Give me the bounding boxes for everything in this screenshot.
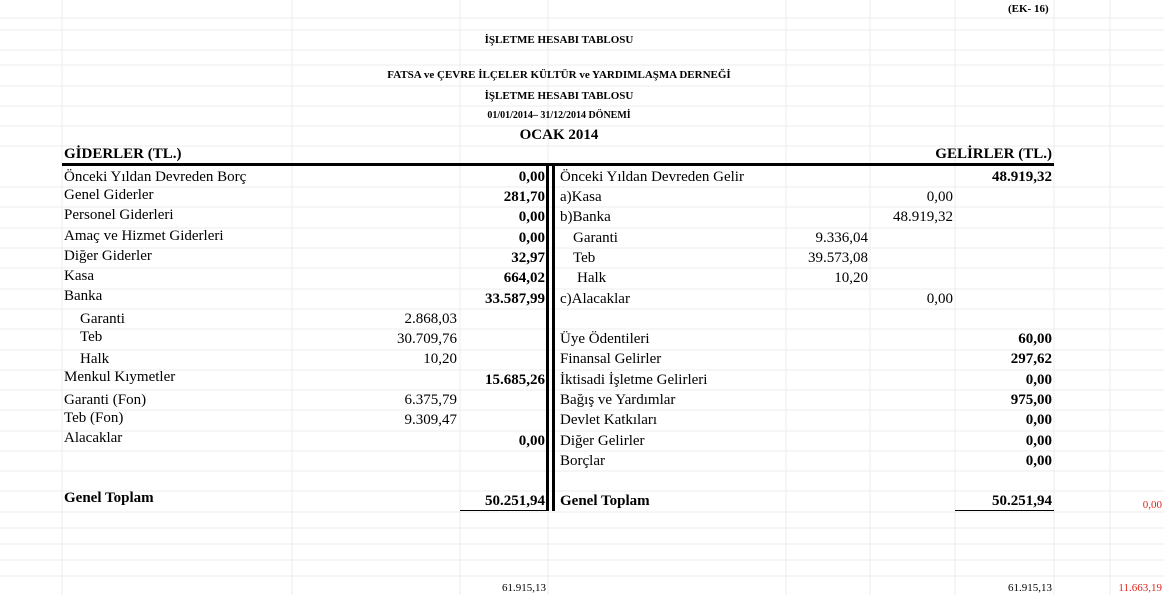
expense-total: 33.587,99 <box>485 291 545 307</box>
income-bank-amount: 10,20 <box>834 270 868 286</box>
income-label: Önceki Yıldan Devreden Gelir <box>560 169 744 185</box>
header-rule <box>62 163 1054 166</box>
income-label: Diğer Gelirler <box>560 433 645 449</box>
expense-label: Banka <box>64 288 103 304</box>
divider-right <box>552 163 555 511</box>
income-subtotal: 48.919,32 <box>893 209 953 225</box>
income-label: Borçlar <box>560 453 605 469</box>
annex-number: (EK- 16) <box>1008 3 1049 15</box>
expense-label: Garanti (Fon) <box>64 392 147 408</box>
table-title: İŞLETME HESABI TABLOSU <box>484 90 634 102</box>
income-total: 0,00 <box>1025 433 1052 449</box>
expense-subtotal: 6.375,79 <box>404 392 457 408</box>
income-total: 48.919,32 <box>992 169 1052 185</box>
income-header: GELİRLER (TL.) <box>935 146 1052 162</box>
organization-name: FATSA ve ÇEVRE İLÇELER KÜLTÜR ve YARDIMLAŞMA DERNEĞİ <box>387 69 731 81</box>
expense-subtotal: 9.309,47 <box>404 412 457 428</box>
expense-total: 664,02 <box>503 270 545 286</box>
income-label: Finansal Gelirler <box>560 351 662 367</box>
income-label: Halk <box>577 270 607 286</box>
income-footer-value: 61.915,13 <box>1008 582 1052 594</box>
expense-total: 0,00 <box>518 433 545 449</box>
month-label: OCAK 2014 <box>519 127 599 143</box>
income-total: 297,62 <box>1010 351 1052 367</box>
expense-label: Amaç ve Hizmet Giderleri <box>64 228 224 244</box>
divider-left <box>546 163 549 511</box>
income-total: 0,00 <box>1025 453 1052 469</box>
income-bank-amount: 9.336,04 <box>815 230 868 246</box>
income-total: 60,00 <box>1018 331 1052 347</box>
income-label: c)Alacaklar <box>560 291 630 307</box>
expense-label: Personel Giderleri <box>64 207 174 223</box>
expense-total: 281,70 <box>503 189 545 205</box>
income-total: 0,00 <box>1025 412 1052 428</box>
expense-total: 0,00 <box>518 209 545 225</box>
expenses-header: GİDERLER (TL.) <box>64 146 182 162</box>
income-subtotal: 0,00 <box>926 189 953 205</box>
income-label: a)Kasa <box>560 189 602 205</box>
expense-label: Teb (Fon) <box>64 410 124 426</box>
expenses-grand-total-label: Genel Toplam <box>64 490 154 506</box>
expense-label: Halk <box>80 351 110 367</box>
income-grand-total-value: 50.251,94 <box>992 493 1052 509</box>
income-label: Garanti <box>573 230 618 246</box>
expense-subtotal: 2.868,03 <box>404 311 457 327</box>
income-bank-amount: 39.573,08 <box>808 250 868 266</box>
expenses-footer-value: 61.915,13 <box>502 582 546 594</box>
expense-label: Kasa <box>64 268 94 284</box>
expense-label: Diğer Giderler <box>64 248 152 264</box>
income-subtotal: 0,00 <box>926 291 953 307</box>
expenses-total-underline <box>460 510 547 511</box>
expense-label: Garanti <box>80 311 125 327</box>
expense-total: 32,97 <box>511 250 545 266</box>
income-label: Devlet Katkıları <box>560 412 658 428</box>
expense-total: 0,00 <box>518 230 545 246</box>
income-label: İktisadi İşletme Gelirleri <box>560 372 708 388</box>
expense-label: Alacaklar <box>64 430 123 446</box>
income-label: Teb <box>573 250 596 266</box>
expense-subtotal: 30.709,76 <box>397 331 457 347</box>
income-label: Bağış ve Yardımlar <box>560 392 676 408</box>
income-total: 975,00 <box>1010 392 1052 408</box>
expense-subtotal: 10,20 <box>423 351 457 367</box>
income-total: 0,00 <box>1025 372 1052 388</box>
difference-value: 0,00 <box>1142 499 1162 511</box>
income-label: b)Banka <box>560 209 611 225</box>
period-label: 01/01/2014– 31/12/2014 DÖNEMİ <box>487 110 631 121</box>
income-total-underline <box>955 510 1054 511</box>
expense-label: Menkul Kıymetler <box>64 369 176 385</box>
expenses-grand-total-value: 50.251,94 <box>485 493 545 509</box>
expense-total: 0,00 <box>518 169 545 185</box>
expense-label: Genel Giderler <box>64 187 154 203</box>
expense-label: Önceki Yıldan Devreden Borç <box>64 169 247 185</box>
expense-total: 15.685,26 <box>485 372 545 388</box>
sheet-title: İŞLETME HESABI TABLOSU <box>484 34 634 46</box>
footer-difference-value: 11.663,19 <box>1118 582 1162 594</box>
income-grand-total-label: Genel Toplam <box>560 493 650 509</box>
income-label: Üye Ödentileri <box>560 331 650 347</box>
expense-label: Teb <box>80 329 103 345</box>
